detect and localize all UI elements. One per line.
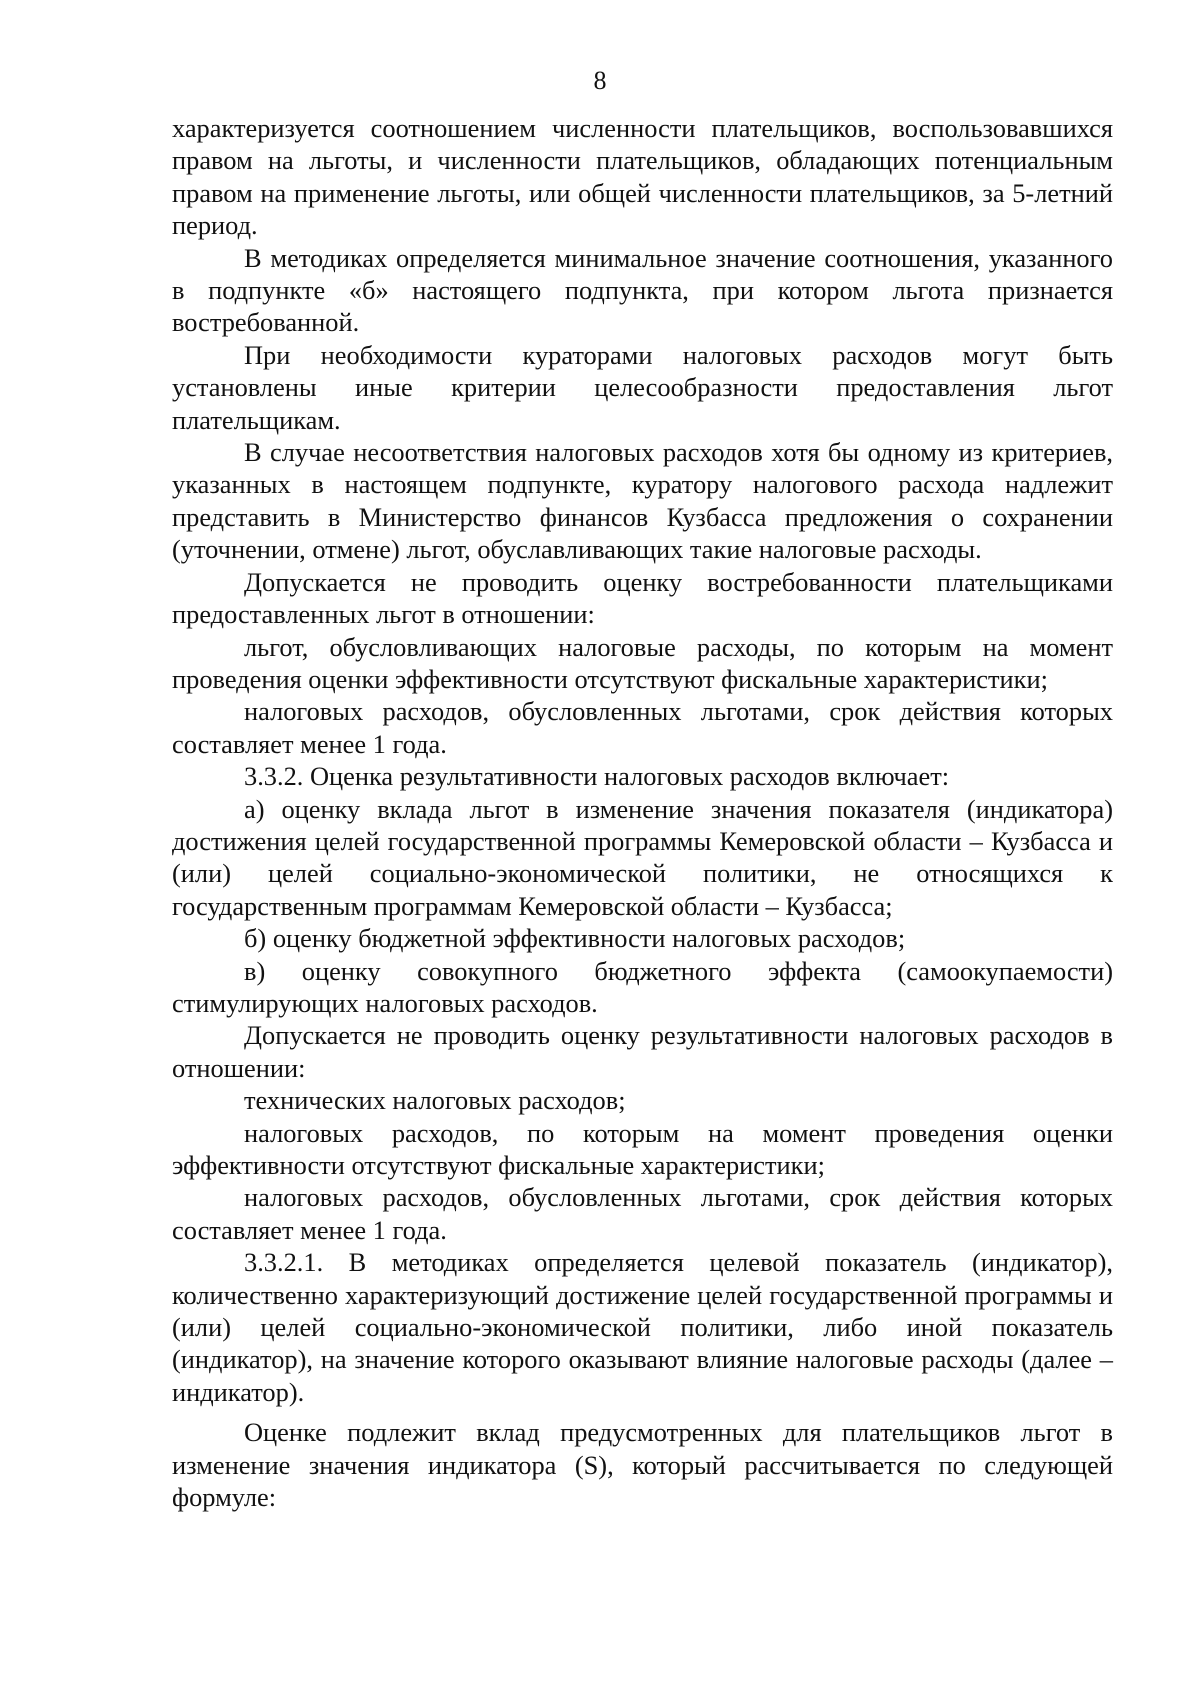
paragraph: В методиках определяется минимальное значение соотношения, указанного в подпункте «б» настоящего подпункта, при котором льгота признается востребованной. xyxy=(172,242,1113,338)
document-body xyxy=(172,112,1113,1513)
paragraph: Допускается не проводить оценку востребованности плательщиками предоставленных льгот в отношении: xyxy=(172,566,1113,630)
paragraph: В случае несоответствия налоговых расходов хотя бы одному из критериев, указанных в настоящем подпункте, куратору налогового расхода надлежит представить в Министерство финансов Кузбасса предложения о сохранении (уточнении, отмене) льгот, обуславливающих такие налоговые расходы. xyxy=(172,437,1113,565)
paragraph: Оценке подлежит вклад предусмотренных для плательщиков льгот в изменение значения индикатора (S), который рассчитывается по следующей формуле: xyxy=(172,1417,1113,1513)
paragraph: в) оценку совокупного бюджетного эффекта (самоокупаемости) стимулирующих налоговых расходов. xyxy=(172,955,1113,1018)
paragraph: технических налоговых расходов; xyxy=(244,1085,626,1116)
paragraph: налоговых расходов, обусловленных льготами, срок действия которых составляет менее 1 года. xyxy=(172,1182,1113,1245)
paragraph: б) оценку бюджетной эффективности налоговых расходов; xyxy=(244,923,906,954)
paragraph: налоговых расходов, обусловленных льготами, срок действия которых составляет менее 1 года. xyxy=(172,696,1113,759)
paragraph: При необходимости кураторами налоговых расходов могут быть установлены иные критерии целесообразности предоставления льгот плательщикам. xyxy=(172,339,1113,435)
paragraph: льгот, обусловливающих налоговые расходы, по которым на момент проведения оценки эффективности отсутствуют фискальные характеристики; xyxy=(172,631,1113,694)
paragraph: а) оценку вклада льгот в изменение значения показателя (индикатора) достижения целей государственной программы Кемеровской области – Кузбасса и (или) целей социально-экономической политики, не относящихся к государственным программам Кемеровской области – Кузбасса; xyxy=(172,793,1113,921)
paragraph: 3.3.2.1. В методиках определяется целевой показатель (индикатор), количественно характеризующий достижение целей государственной программы и (или) целей социально-экономической политики, либо иной показатель (индикатор), на значение которого оказывают влияние налоговые расходы (далее – индикатор). xyxy=(172,1247,1113,1407)
paragraph: характеризуется соотношением численности плательщиков, воспользовавшихся правом на льготы, и численности плательщиков, обладающих потенциальным правом на применение льготы, или общей численности плательщиков, за 5-летний период. xyxy=(172,113,1113,241)
paragraph: налоговых расходов, по которым на момент проведения оценки эффективности отсутствуют фискальные характеристики; xyxy=(172,1117,1113,1180)
paragraph: Допускается не проводить оценку результативности налоговых расходов в отношении: xyxy=(172,1020,1113,1083)
paragraph: 3.3.2. Оценка результативности налоговых расходов включает: xyxy=(244,761,950,792)
page-number: 8 xyxy=(593,66,607,95)
